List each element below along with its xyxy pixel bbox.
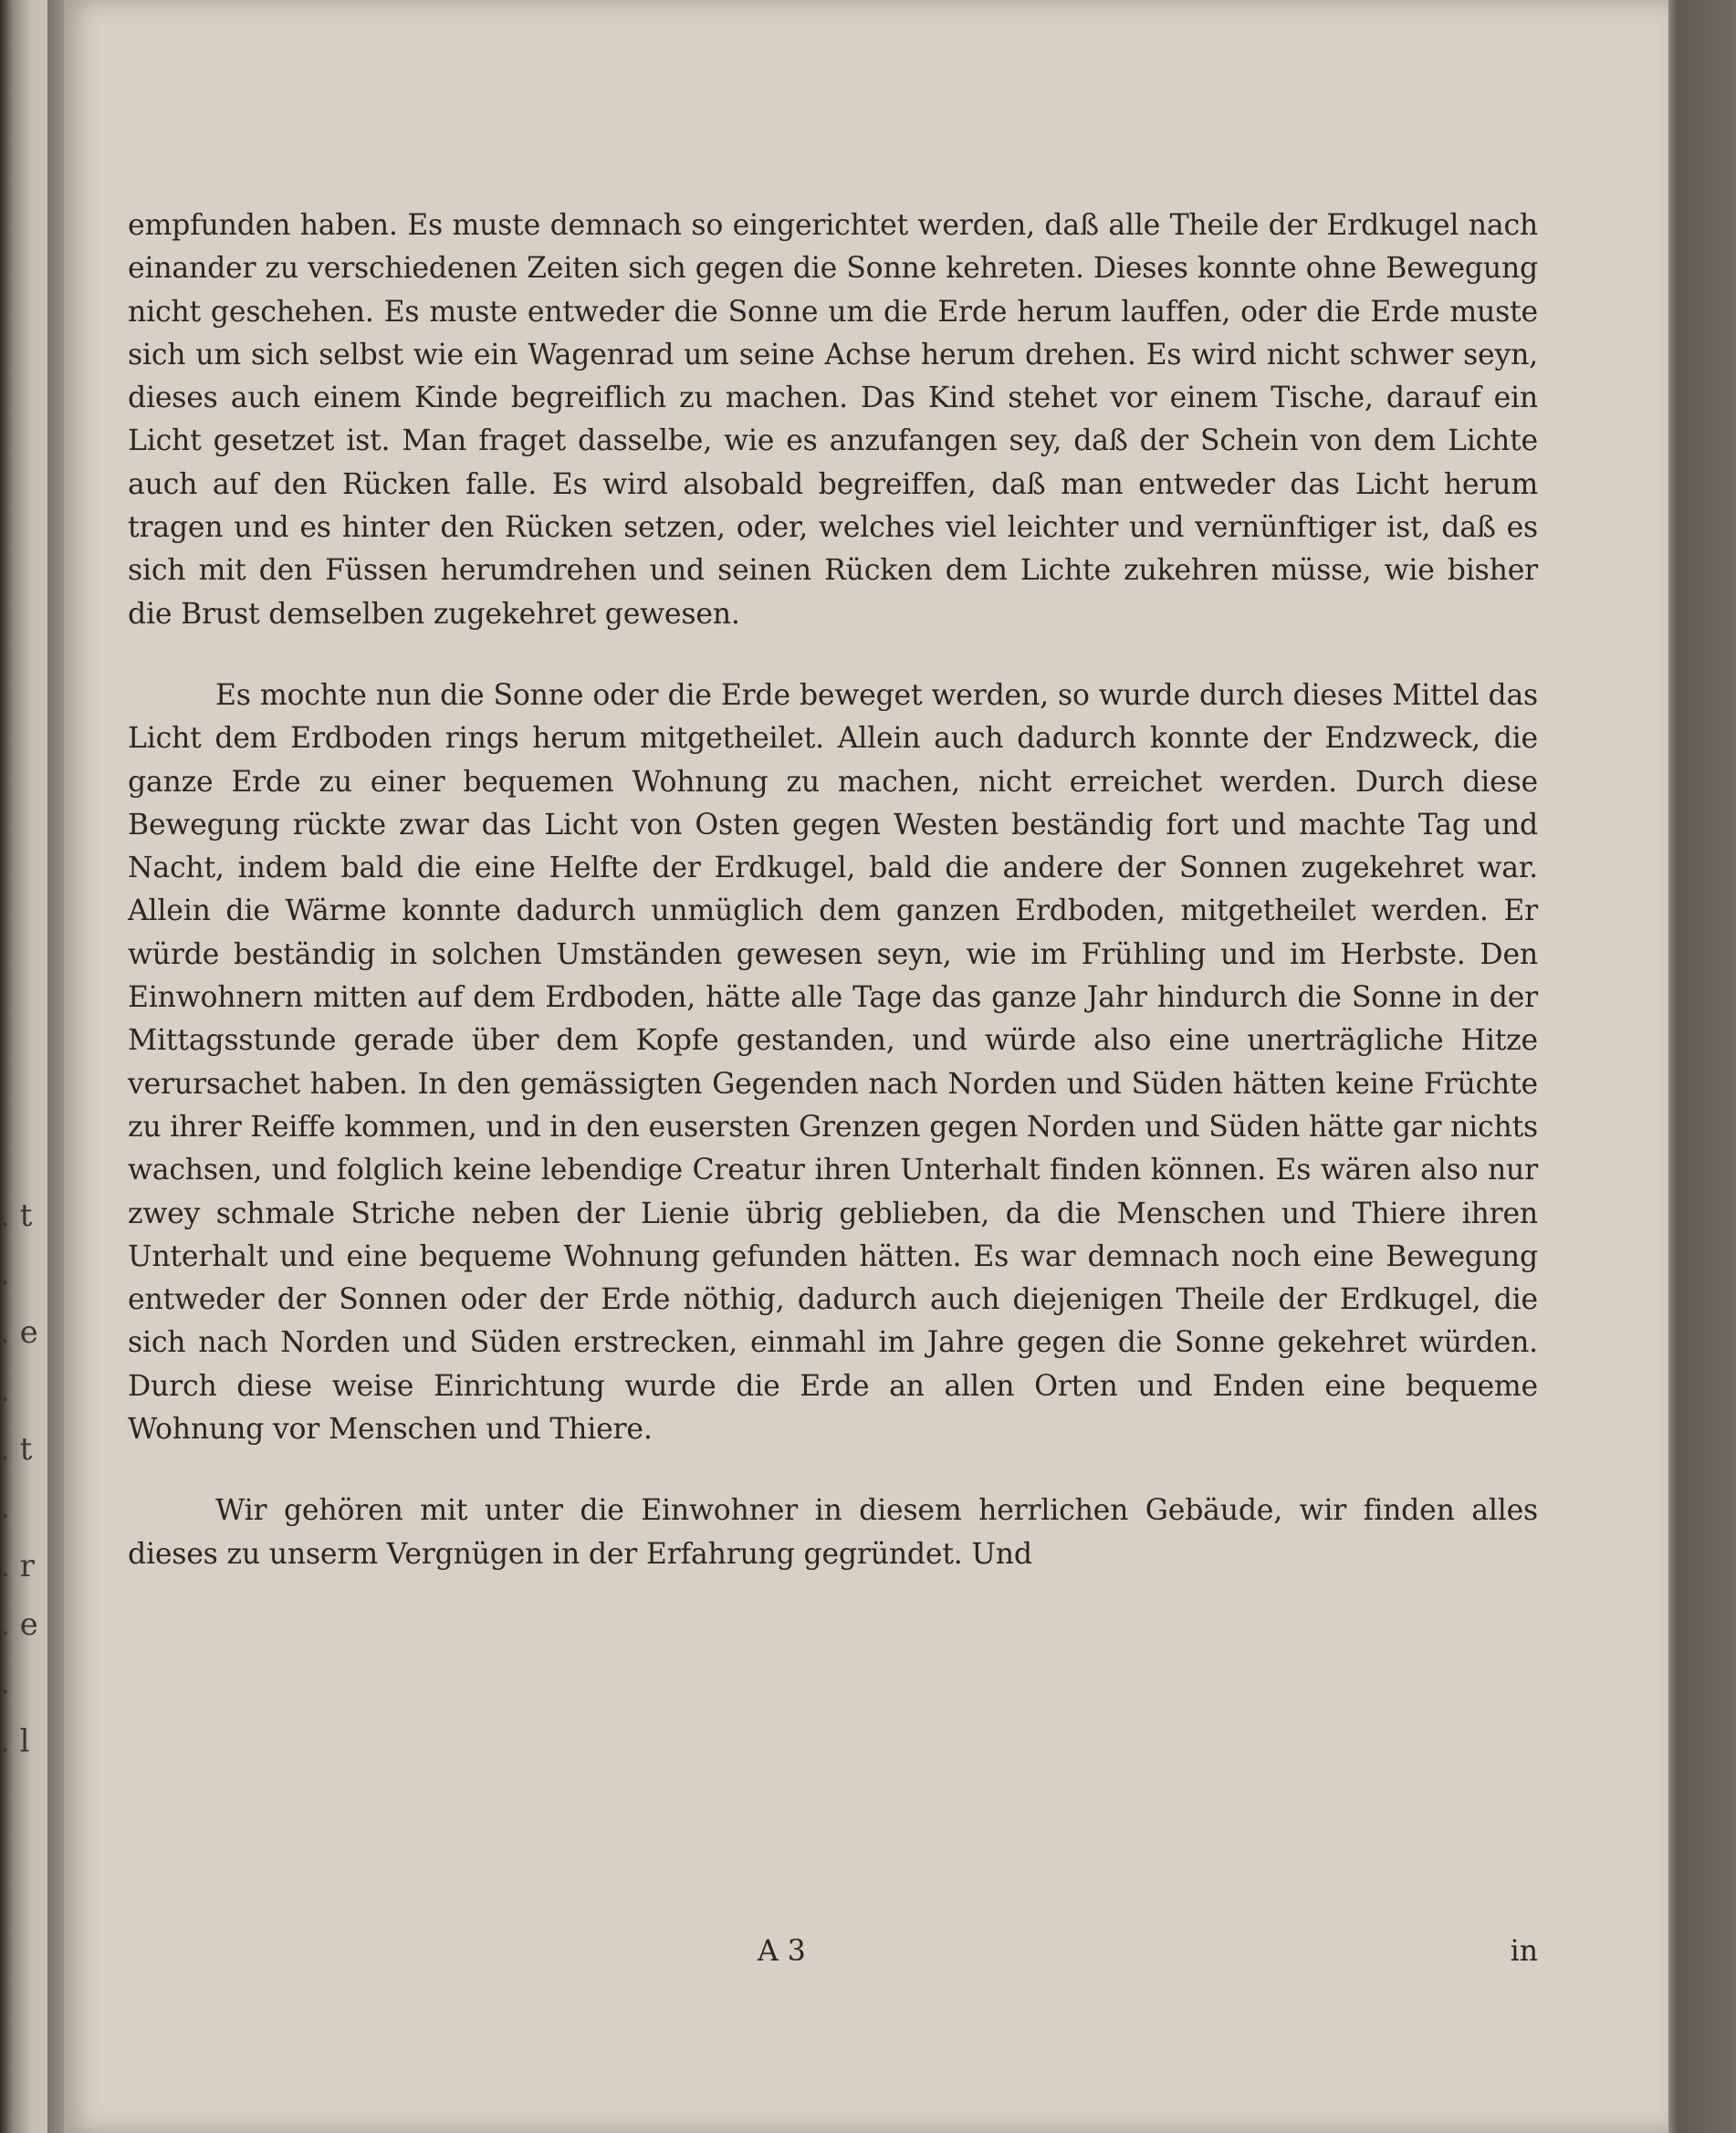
paragraph-2: Es mochte nun die Sonne oder die Erde beweget werden, so wurde durch dieses Mittel das Licht dem Erdboden rings herum mitgetheilet. Allein auch dadurch konnte der Endzweck, die ganze Erde zu einer bequemen Wohnung zu machen, nicht erreichet werden. Durch diese Bewegung rückte zwar das Licht von Osten gegen Westen beständig fort und machte Tag und Nacht, indem bald die eine Helfte der Erdkugel, bald die andere der Sonnen zugekehret war. Allein die Wärme konnte dadurch unmüglich dem ganzen Erdboden, mitgetheilet werden. Er würde beständig in solchen Umständen gewesen seyn, wie im Frühling und im Herbste. Den Einwohnern mitten auf dem Erdboden, hätte alle Tage das ganze Jahr hindurch die Sonne in der Mittagsstunde gerade über dem Kopfe gestanden, und würde also eine unerträgliche Hitze verursachet haben. In den gemässigten Gegenden nach Norden und Süden hätten keine Früchte zu ihrer Reiffe kommen, und in den eusersten Grenzen gegen Norden und Süden hätte gar nichts wachsen, und folglich keine lebendige Creatur ihren Unterhalt finden können. Es wären also nur zwey schmale Striche neben der Lienie übrig geblieben, da die Menschen und Thiere ihren Unterhalt und eine bequeme Wohnung gefunden hätten. Es war demnach noch eine Bewegung entweder der Sonnen oder der Erde nöthig, dadurch auch diejenigen Theile der Erdkugel, die sich nach Norden und Süden erstrecken, einmahl im Jahre gegen die Sonne gekehret würden. Durch diese weise Einrichtung wurde die Erde an allen Orten und Enden eine bequeme Wohnung vor Menschen und Thiere. bbox=[128, 678, 1538, 1447]
previous-page-margin-letters: . t . . e . . t . . r . e . . l bbox=[0, 1197, 38, 1760]
page-right-edge bbox=[1668, 0, 1736, 2133]
signature-mark: A 3 bbox=[758, 1935, 806, 1968]
page-footer bbox=[128, 1935, 1538, 1981]
paragraph-3: Wir gehören mit unter die Einwohner in diesem herrlichen Gebäude, wir finden alles dieses zu unserm Vergnügen in der Erfahrung gegründet. Und bbox=[128, 1494, 1538, 1571]
paragraph-1: empfunden haben. Es muste demnach so eingerichtet werden, daß alle Theile der Erdkugel nach einander zu verschiedenen Zeiten sich gegen die Sonne kehreten. Dieses konnte ohne Bewegung nicht geschehen. Es muste entweder die Sonne um die Erde herum lauffen, oder die Erde muste sich um sich selbst wie ein Wagenrad um seine Achse herum drehen. Es wird nicht schwer seyn, dieses auch einem Kinde begreiflich zu machen. Das Kind stehet vor einem Tische, darauf ein Licht gesetzet ist. Man fraget dasselbe, wie es anzufangen sey, daß der Schein von dem Lichte auch auf den Rücken falle. Es wird alsobald begreiffen, daß man entweder das Licht herum tragen und es hinter den Rücken setzen, oder, welches viel leichter und vernünftiger ist, daß es sich mit den Füssen herumdrehen und seinen Rücken dem Lichte zukehren müsse, wie bisher die Brust demselben zugekehret gewesen. bbox=[128, 209, 1538, 631]
page-text-block bbox=[128, 204, 1538, 1576]
catchword: in bbox=[1510, 1935, 1538, 1968]
